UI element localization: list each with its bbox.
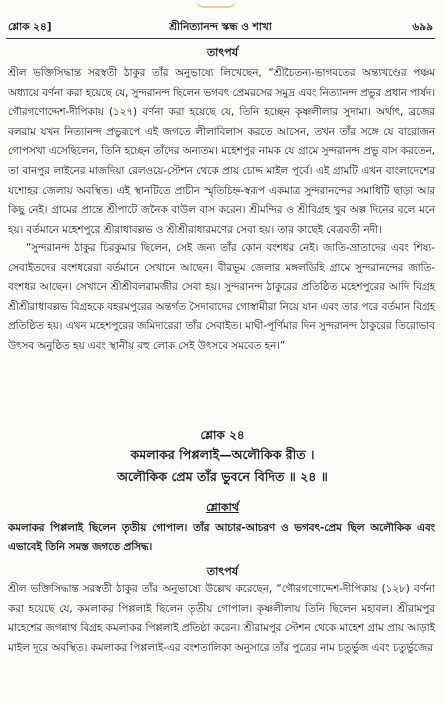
purport-paragraph-2: “সুন্দরানন্দ ঠাকুর চিরকুমার ছিলেন, সেই জন্য তাঁর কোন বংশধর নেই। জাতি-ভ্রাতাদের এবং শিষ্য-সেবাইতদের বংশধরেরা বর্তমানে সেখানে আছেন। বীরভূম জেলার মঙ্গলডিহি গ্রামে সুন্দরানন্দের জাতি-বংশধর আছেন। সেখানে শ্রীশ্রীবলরামজীর সেবা হয়। সুন্দরানন্দ ঠাকুরের প্রতিষ্ঠিত মহেশপুরের আদি বিগ্রহ শ্রীশ্রীরাধাবল্লভ বিগ্রহকে বহরমপুরের অন্তর্গত সৈদাবাদের গোস্বামীরা নিয়ে যান এবং তার পরে বর্তমান বিগ্রহ প্রতিষ্ঠিত হয়। এখন মহেশপুরের জমিদারেরা তাঁর সেবাইত। মাঘী-পূর্ণিমার দিন সুন্দরানন্দ ঠাকুরের তিরোভাব উৎসব অনুষ্ঠিত হয় এবং স্থানীয় বহু লোক সেই উৎসবে সমবেত হন।”	[8, 242, 435, 352]
header-verse-ref: শ্লোক ২৪]	[8, 21, 52, 33]
page-header	[8, 20, 433, 36]
purport-heading-1: তাৎপর্য	[206, 46, 239, 59]
header-divider	[6, 38, 435, 39]
verse-line-2: অলৌকিক প্রেম তাঁর ভুবনে বিদিত ॥ ২৪ ॥	[117, 469, 328, 484]
purport-paragraph-1: শ্রীল ভক্তিসিদ্ধান্ত সরস্বতী ঠাকুর তাঁর অনুভাষ্যে লিখেছেন, “শ্রীচৈতন্য-ভাগবতের অন্ত্যখণ্ডের পঞ্চম অধ্যায়ে বর্ণনা করা হয়েছে যে, সুন্দরানন্দ ছিলেন ভগবৎ প্রেমরসের সমুদ্র এবং নিত্যানন্দ প্রভুর প্রধান পার্ষদ। গৌরগণোদ্দেশ-দীপিকায় (১২৭) বর্ণনা করা হয়েছে যে, তিনি হচ্ছেন কৃষ্ণলীলার সুদামা। অর্থাৎ, ব্রজের বলরাম যখন নিত্যানন্দ প্রভুরূপে এই জগতে লীলাবিলাস করতে আসেন, তখন তাঁর সঙ্গে যে বারোজন গোপসখা এসেছিলেন, তিনি হচ্ছেন তাঁদের অন্যতম। মহেশপুর নামক যে গ্রামে সুন্দরানন্দ প্রভু বাস করতেন, তা বানপুর লাইনের মাজদিয়া রেলওয়ে-স্টেশন থেকে প্রায় চোদ্দ মাইল পূর্বে। এই গ্রামটি এখন বাংলাদেশের যশোহর জেলায় অবস্থিত। এই স্থানটিতে প্রাচীন স্মৃতিচিহ্ন-স্বরূপ একমাত্র সুন্দরানন্দের সমাধিটি ছাড়া আর কিছু নেই। গ্রামের প্রান্তে শ্রীপাটে জনৈক বাউল বাস করেন। শ্রীমন্দির ও শ্রীবিগ্রহ খুব অল্প দিনের বলে মনে হয়। বর্তমানে মহেশপুরে শ্রীরাধাবল্লভ ও শ্রীশ্রীরাধারমণের সেবা হয়। তার কাছেই বেত্রবতী নদী।	[8, 67, 435, 236]
translation-text: কমলাকর পিপ্পলাই ছিলেন তৃতীয় গোপাল। তাঁর আচার-আচরণ ও ভগবৎ-প্রেম ছিল অলৌকিক এবং এভাবেই তিনি সমস্ত জগতে প্রসিদ্ধ।	[8, 522, 435, 553]
scan-mark	[196, 0, 236, 8]
header-chapter-title: শ্রীনিত্যানন্দ স্কন্ধ ও শাখা	[169, 21, 272, 33]
verse-line-1: কমলাকর পিপ্পলাই—অলৌকিক রীত ।	[130, 447, 315, 462]
purport-paragraph-3: শ্রীল ভক্তিসিদ্ধান্ত সরস্বতী ঠাকুর তাঁর অনুভাষ্যে উল্লেখ করেছেন, “গৌরগণোদ্দেশ-দীপিকায় (১২৮) বর্ণনা করা হয়েছে যে, কমলাকর পিপ্পলাই ছিলেন তৃতীয় গোপাল। কৃষ্ণলীলায় তিনি ছিলেন মহাবল। শ্রীরামপুর মাহেশের জগন্নাথ বিগ্রহ কমলাকর পিপ্পলাই প্রতিষ্ঠা করেন। শ্রীরামপুর স্টেশন থেকে মাহেশ গ্রাম প্রায় আড়াই মাইল দূরে অবস্থিত। কমলাকর পিপ্পলাই-এর বংশতালিকা অনুসারে তাঁর পুত্রের নাম চতুর্ভুজ এবং চতুর্ভুজের	[8, 583, 435, 654]
purport-heading-2: তাৎপর্য	[206, 565, 239, 578]
translation-heading: শ্লোকার্থ	[206, 501, 239, 514]
page-number: ৬৯৯	[412, 21, 433, 33]
verse-number: শ্লোক ২৪	[200, 428, 245, 442]
